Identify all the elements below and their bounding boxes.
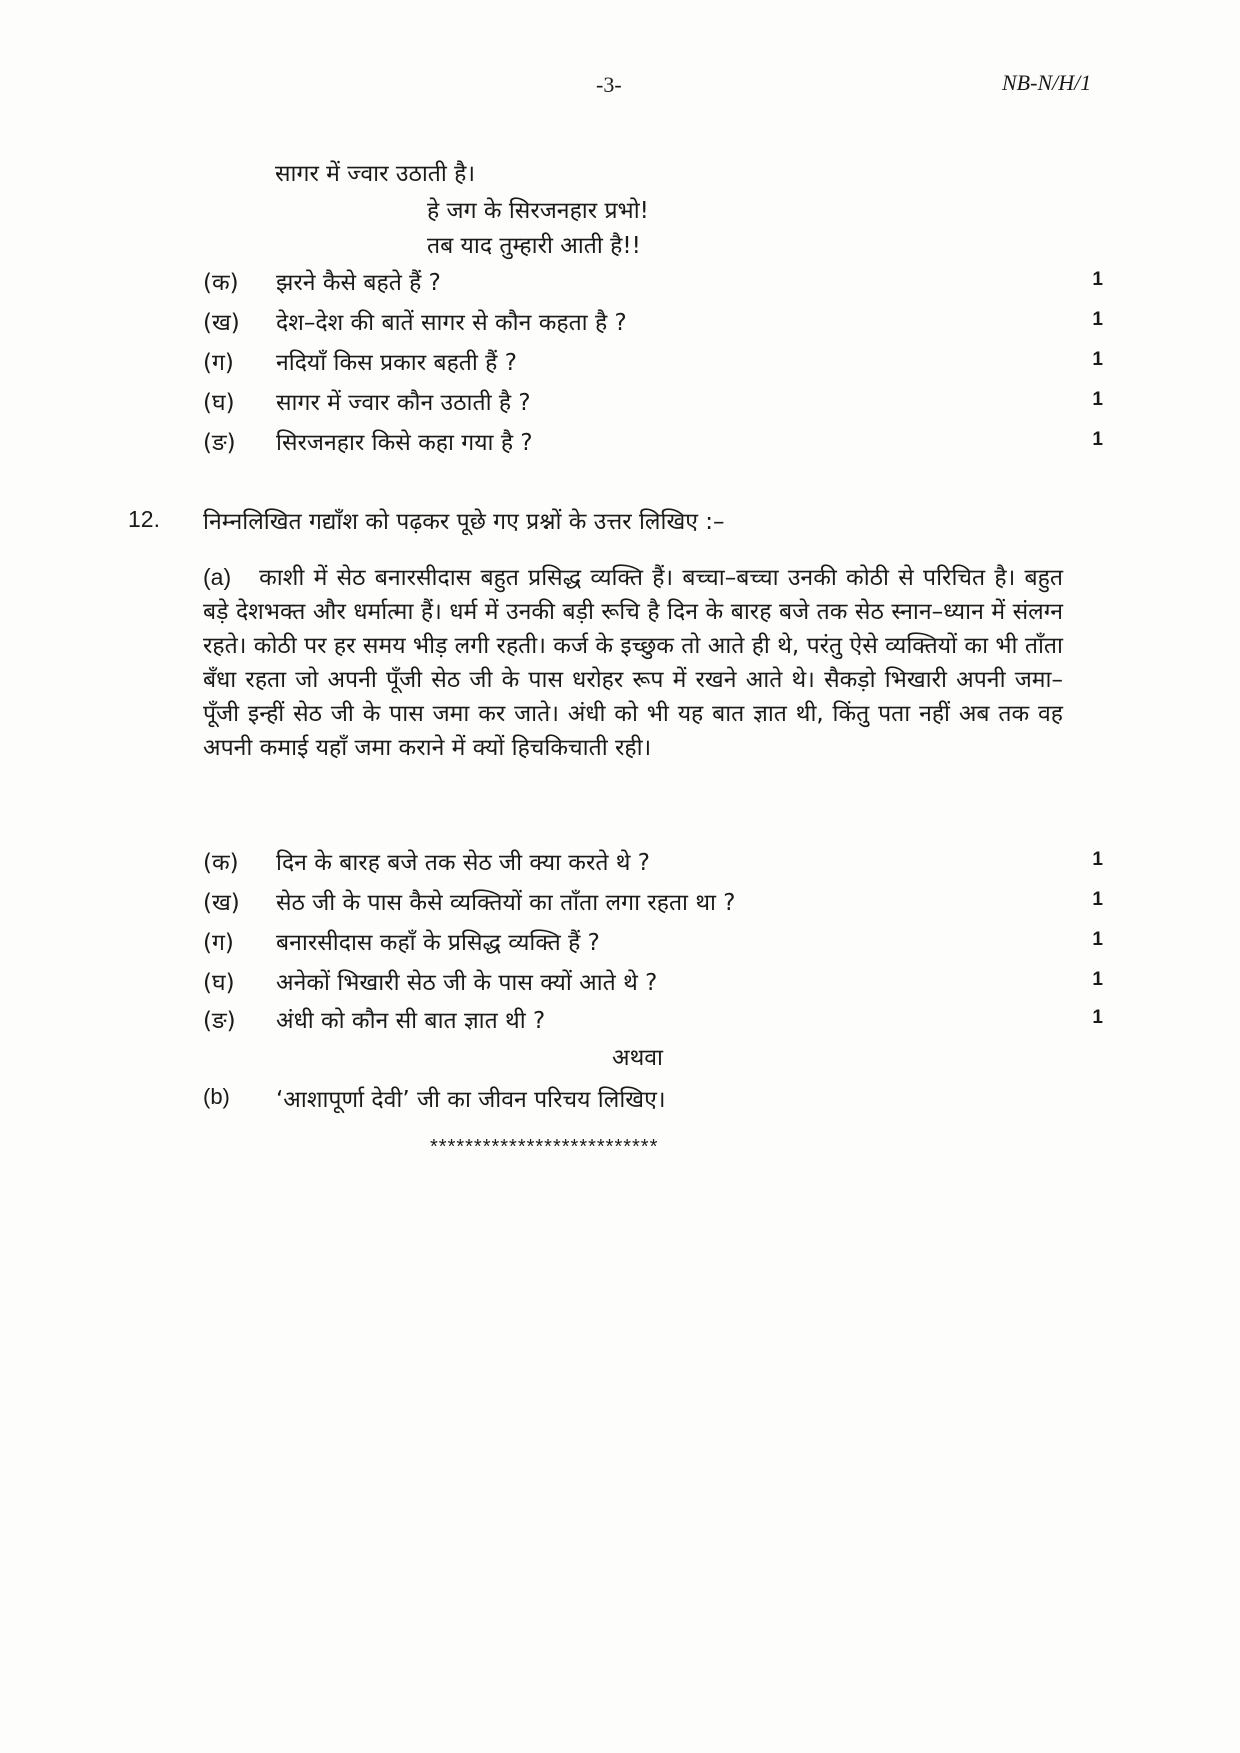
question-label: (ग) — [203, 350, 234, 376]
question-row — [203, 265, 1103, 299]
question-label: (घ) — [203, 970, 235, 996]
passage-text: काशी में सेठ बनारसीदास बहुत प्रसिद्ध व्यक्ति हैं। बच्चा–बच्चा उनकी कोठी से परिचित है। बहुत बड़े देशभक्त और धर्मात्मा हैं। धर्म में उनकी बड़ी रूचि है दिन के बारह बजे तक सेठ स्नान–ध्यान में संलग्न रहते। कोठी पर हर समय भीड़ लगी रहती। कर्ज के इच्छुक तो आते ही थे, परंतु ऐसे व्यक्तियों का भी ताँता बँधा रहता जो अपनी पूँजी सेठ जी के पास धरोहर रूप में रखने आते थे। सैकड़ो भिखारी अपनी जमा–पूँजी इन्हीं सेठ जी के पास जमा कर जाते। अंधी को भी यह बात ज्ञात थी, किंतु पता नहीं अब तक वह अपनी कमाई यहाँ जमा कराने में क्यों हिचकिचाती रही। — [203, 565, 1063, 761]
question-marks: 1 — [1092, 389, 1103, 410]
question-label: (ग) — [203, 930, 234, 956]
paper-code: NB-N/H/1 — [1002, 70, 1092, 95]
question-text: अनेकों भिखारी सेठ जी के पास क्यों आते थे ? — [276, 970, 658, 996]
question-marks: 1 — [1092, 969, 1103, 990]
question-label: (ख) — [203, 890, 240, 916]
alternative-label: (b) — [203, 1084, 230, 1109]
question-text: सागर में ज्वार कौन उठाती है ? — [276, 390, 531, 416]
question-label: (क) — [203, 270, 239, 296]
question-label: (क) — [203, 850, 239, 876]
question-label: (घ) — [203, 390, 235, 416]
question-row — [203, 385, 1103, 419]
question-marks: 1 — [1092, 929, 1103, 950]
question-text: सिरजनहार किसे कहा गया है ? — [276, 430, 533, 456]
question-text: अंधी को कौन सी बात ज्ञात थी ? — [276, 1008, 546, 1034]
question-marks: 1 — [1092, 349, 1103, 370]
question-row — [203, 425, 1103, 459]
passage — [203, 560, 1063, 765]
question-row — [203, 845, 1103, 879]
question-text: सेठ जी के पास कैसे व्यक्तियों का ताँता लगा रहता था ? — [276, 890, 736, 916]
question-label: (ख) — [203, 310, 240, 336]
question-text: नदियाँ किस प्रकार बहती हैं ? — [276, 350, 517, 376]
question-number: 12. — [128, 506, 160, 532]
question-marks: 1 — [1092, 1007, 1103, 1028]
question-row — [203, 1003, 1103, 1037]
question-marks: 1 — [1092, 889, 1103, 910]
poem-line: हे जग के सिरजनहार प्रभो! — [427, 198, 649, 224]
question-row — [203, 345, 1103, 379]
passage-label: (a) — [203, 564, 232, 590]
question-marks: 1 — [1092, 429, 1103, 450]
page-number: -3- — [596, 72, 622, 97]
question-row — [203, 885, 1103, 919]
question-row — [203, 965, 1103, 999]
question-marks: 1 — [1092, 849, 1103, 870]
question-instruction: निम्नलिखित गद्यॉंश को पढ़कर पूछे गए प्रश्नों के उत्तर लिखिए :– — [203, 509, 725, 535]
end-marker: ************************** — [430, 1136, 659, 1158]
question-text: देश–देश की बातें सागर से कौन कहता है ? — [276, 310, 627, 336]
question-row — [203, 925, 1103, 959]
question-label: (ङ) — [203, 430, 236, 456]
poem-line: तब याद तुम्हारी आती है!! — [427, 233, 641, 259]
question-marks: 1 — [1092, 309, 1103, 330]
question-row — [203, 305, 1103, 339]
question-marks: 1 — [1092, 269, 1103, 290]
or-separator: अथवा — [612, 1045, 664, 1071]
poem-line: सागर में ज्वार उठाती है। — [275, 161, 476, 187]
question-text: झरने कैसे बहते हैं ? — [276, 270, 441, 296]
question-label: (ङ) — [203, 1008, 236, 1034]
question-text: बनारसीदास कहाँ के प्रसिद्ध व्यक्ति हैं ? — [276, 930, 600, 956]
question-text: दिन के बारह बजे तक सेठ जी क्या करते थे ? — [276, 850, 651, 876]
alternative-text: ‘आशापूर्णा देवी’ जी का जीवन परिचय लिखिए। — [276, 1087, 666, 1113]
